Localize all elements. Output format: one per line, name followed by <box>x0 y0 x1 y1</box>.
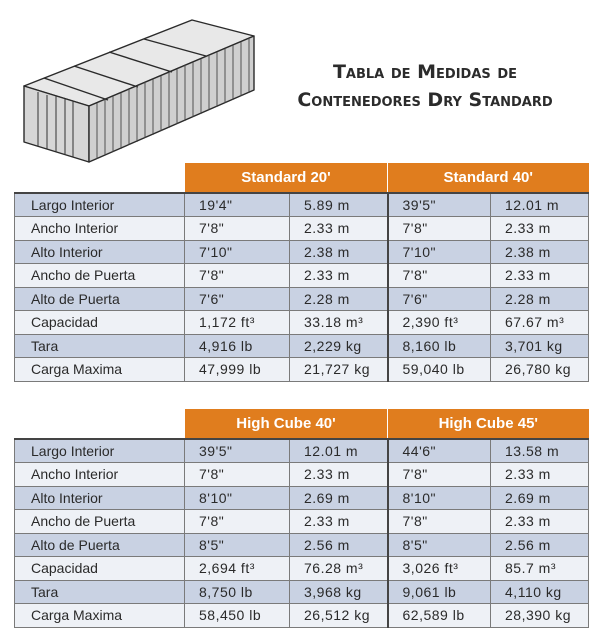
shipping-container-icon <box>14 14 264 164</box>
cell-value: 1,172 ft³ <box>185 311 290 335</box>
cell-value: 21,727 kg <box>290 358 388 382</box>
cell-value: 7'10" <box>388 240 491 264</box>
row-label: Carga Maxima <box>15 604 185 628</box>
table-row <box>15 604 589 628</box>
row-label: Alto de Puerta <box>15 287 185 311</box>
table-row <box>15 240 589 264</box>
cell-value: 2.28 m <box>491 287 589 311</box>
cell-value: 2.28 m <box>290 287 388 311</box>
cell-value: 7'8" <box>388 463 491 487</box>
cell-value: 13.58 m <box>491 439 589 463</box>
column-header-high-cube-45: High Cube 45' <box>388 409 589 439</box>
cell-value: 7'10" <box>185 240 290 264</box>
cell-value: 2,390 ft³ <box>388 311 491 335</box>
cell-value: 8'10" <box>185 486 290 510</box>
table-row <box>15 217 589 241</box>
cell-value: 12.01 m <box>290 439 388 463</box>
row-label: Alto Interior <box>15 240 185 264</box>
table-row <box>15 510 589 534</box>
row-label: Carga Maxima <box>15 358 185 382</box>
cell-value: 3,701 kg <box>491 334 589 358</box>
cell-value: 2.69 m <box>491 486 589 510</box>
cell-value: 2,229 kg <box>290 334 388 358</box>
cell-value: 2.33 m <box>290 217 388 241</box>
row-label: Ancho de Puerta <box>15 264 185 288</box>
cell-value: 7'8" <box>388 510 491 534</box>
cell-value: 62,589 lb <box>388 604 491 628</box>
row-label: Alto de Puerta <box>15 533 185 557</box>
row-label: Ancho Interior <box>15 217 185 241</box>
cell-value: 7'6" <box>185 287 290 311</box>
cell-value: 2.38 m <box>290 240 388 264</box>
cell-value: 3,026 ft³ <box>388 557 491 581</box>
cell-value: 2.33 m <box>491 510 589 534</box>
row-label: Tara <box>15 334 185 358</box>
cell-value: 2.56 m <box>290 533 388 557</box>
cell-value: 7'8" <box>185 264 290 288</box>
spec-table-high-cube <box>14 409 589 628</box>
table-row <box>15 358 589 382</box>
table-row <box>15 580 589 604</box>
table-row <box>15 193 589 217</box>
cell-value: 2.69 m <box>290 486 388 510</box>
cell-value: 2.33 m <box>290 264 388 288</box>
cell-value: 4,916 lb <box>185 334 290 358</box>
cell-value: 7'8" <box>388 217 491 241</box>
cell-value: 8,750 lb <box>185 580 290 604</box>
table-row <box>15 311 589 335</box>
cell-value: 59,040 lb <box>388 358 491 382</box>
column-header-standard-20: Standard 20' <box>185 163 388 193</box>
cell-value: 28,390 kg <box>491 604 589 628</box>
cell-value: 39'5" <box>388 193 491 217</box>
cell-value: 76.28 m³ <box>290 557 388 581</box>
table-row <box>15 264 589 288</box>
row-label: Capacidad <box>15 557 185 581</box>
row-label: Largo Interior <box>15 193 185 217</box>
table-corner <box>15 409 185 439</box>
title-line-2: Contenedores Dry Standard <box>297 89 553 111</box>
cell-value: 12.01 m <box>491 193 589 217</box>
cell-value: 2.33 m <box>491 463 589 487</box>
cell-value: 2.38 m <box>491 240 589 264</box>
row-label: Ancho Interior <box>15 463 185 487</box>
table-row <box>15 557 589 581</box>
cell-value: 2,694 ft³ <box>185 557 290 581</box>
table-corner <box>15 163 185 193</box>
cell-value: 8'10" <box>388 486 491 510</box>
cell-value: 8'5" <box>388 533 491 557</box>
cell-value: 58,450 lb <box>185 604 290 628</box>
cell-value: 5.89 m <box>290 193 388 217</box>
cell-value: 2.33 m <box>491 217 589 241</box>
cell-value: 7'8" <box>185 510 290 534</box>
spec-table-standard <box>14 163 589 382</box>
cell-value: 26,780 kg <box>491 358 589 382</box>
column-header-high-cube-40: High Cube 40' <box>185 409 388 439</box>
table-row <box>15 439 589 463</box>
table-row <box>15 486 589 510</box>
cell-value: 2.33 m <box>290 463 388 487</box>
column-header-standard-40: Standard 40' <box>388 163 589 193</box>
page-title <box>265 58 585 114</box>
cell-value: 47,999 lb <box>185 358 290 382</box>
cell-value: 19'4" <box>185 193 290 217</box>
cell-value: 44'6" <box>388 439 491 463</box>
row-label: Largo Interior <box>15 439 185 463</box>
row-label: Alto Interior <box>15 486 185 510</box>
cell-value: 8'5" <box>185 533 290 557</box>
cell-value: 3,968 kg <box>290 580 388 604</box>
row-label: Tara <box>15 580 185 604</box>
cell-value: 4,110 kg <box>491 580 589 604</box>
cell-value: 7'8" <box>185 463 290 487</box>
cell-value: 2.33 m <box>491 264 589 288</box>
row-label: Ancho de Puerta <box>15 510 185 534</box>
table-row <box>15 533 589 557</box>
cell-value: 33.18 m³ <box>290 311 388 335</box>
title-line-1: Tabla de Medidas de <box>332 61 518 83</box>
cell-value: 85.7 m³ <box>491 557 589 581</box>
row-label: Capacidad <box>15 311 185 335</box>
cell-value: 8,160 lb <box>388 334 491 358</box>
cell-value: 26,512 kg <box>290 604 388 628</box>
cell-value: 67.67 m³ <box>491 311 589 335</box>
table-row <box>15 463 589 487</box>
cell-value: 39'5" <box>185 439 290 463</box>
cell-value: 7'8" <box>388 264 491 288</box>
cell-value: 2.33 m <box>290 510 388 534</box>
cell-value: 7'8" <box>185 217 290 241</box>
cell-value: 7'6" <box>388 287 491 311</box>
cell-value: 2.56 m <box>491 533 589 557</box>
table-row <box>15 334 589 358</box>
table-row <box>15 287 589 311</box>
cell-value: 9,061 lb <box>388 580 491 604</box>
